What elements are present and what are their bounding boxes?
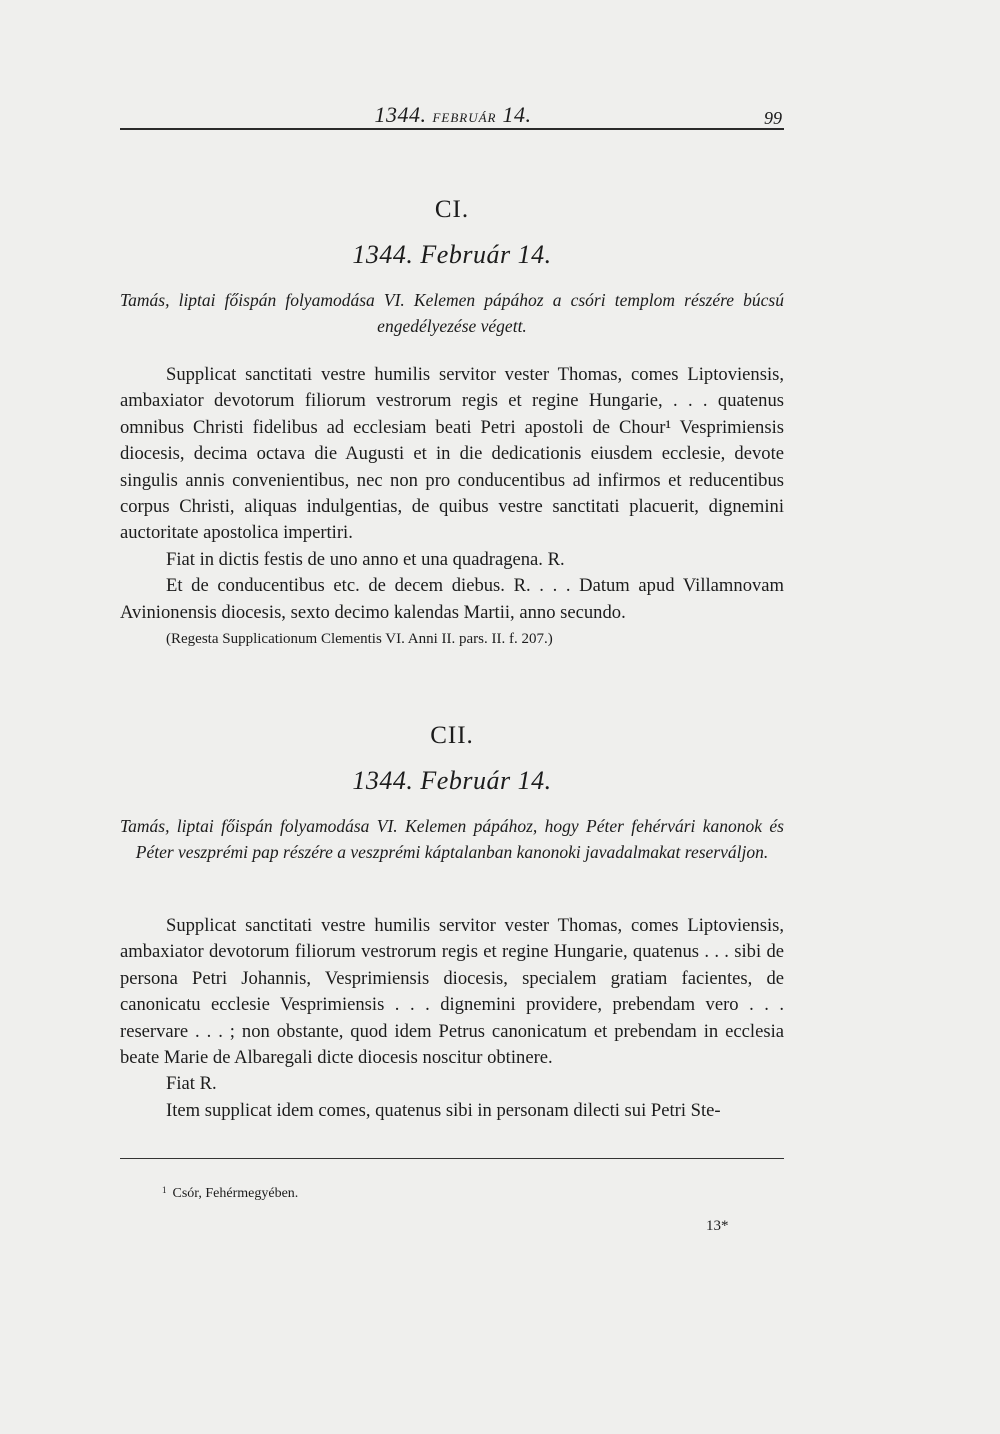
- footnote-mark: 1: [162, 1185, 167, 1195]
- source-note-ci: (Regesta Supplicationum Clementis VI. Anni II. pars. II. f. 207.): [166, 631, 553, 647]
- paragraph-ci-2: Fiat in dictis festis de uno anno et una quadragena. R.: [166, 548, 565, 570]
- running-title: [120, 102, 786, 128]
- footnote: [162, 1185, 298, 1202]
- section-date-cii: 1344. Február 14.: [352, 766, 552, 795]
- footnote-rule: [120, 1158, 784, 1159]
- running-day: 14.: [502, 102, 532, 127]
- paragraph-ci-3: Et de conducentibus etc. de decem diebus. R. . . . Datum apud Villamnovam Avinionensis diocesis, sexto decimo kalendas Martii, anno secundo.: [120, 575, 784, 623]
- paragraph-cii-3: Item supplicat idem comes, quatenus sibi in personam dilecti sui Petri Ste-: [166, 1099, 721, 1121]
- page-number: 99: [764, 108, 782, 128]
- running-year: 1344.: [374, 102, 427, 127]
- paragraph-ci-1: Supplicat sanctitati vestre humilis servitor vester Thomas, comes Liptoviensis, ambaxiator devotorum filiorum vestrorum regis et regine Hungarie, . . . quatenus omnibus Christi fidelibus ad ecclesiam beati Petri apostoli de Chour¹ Vesprimiensis diocesis, decima octava die Augusti et in die dedicationis eiusdem ecclesie, devote singulis annis convenientibus, nec non pro conducentibus ad infirmos et reducentibus corpus Christi, aliquas indulgentias, de quibus vestre sanctitati placuerit, dignemini auctoritate apostolica impertiri.: [120, 364, 784, 544]
- signature-mark: 13*: [706, 1218, 729, 1234]
- running-month: FEBRUÁR: [432, 110, 497, 125]
- section-number-cii: CII.: [430, 722, 474, 749]
- footnote-text: Csór, Fehérmegyében.: [172, 1186, 299, 1201]
- summary-ci: Tamás, liptai főispán folyamodása VI. Kelemen pápához a csóri templom részére búcsú engedélyezése végett.: [120, 290, 784, 336]
- paragraph-cii-1: Supplicat sanctitati vestre humilis servitor vester Thomas, comes Liptoviensis, ambaxiator devotorum filiorum vestrorum regis et regine Hungarie, quatenus . . . sibi de persona Petri Johannis, Vesprimiensis diocesis, specialem gratiam facientes, de canonicatu ecclesie Vesprimiensis . . . dignemini providere, prebendam vero . . . reservare . . . ; non obstante, quod idem Petrus canonicatum et prebendam in ecclesia beate Marie de Albaregali dicte diocesis noscitur obtinere.: [120, 915, 784, 1069]
- section-date-ci: 1344. Február 14.: [352, 240, 552, 269]
- body-ci: [120, 362, 784, 626]
- header-rule: [120, 128, 784, 130]
- paragraph-cii-2: Fiat R.: [166, 1073, 217, 1095]
- summary-cii: Tamás, liptai főispán folyamodása VI. Kelemen pápához, hogy Péter fehérvári kanonok és Péter veszprémi pap részére a veszprémi káptalanban kanonoki javadalmakat reserváljon.: [120, 816, 784, 862]
- section-number-ci: CI.: [434, 196, 470, 223]
- body-cii: [120, 913, 784, 1124]
